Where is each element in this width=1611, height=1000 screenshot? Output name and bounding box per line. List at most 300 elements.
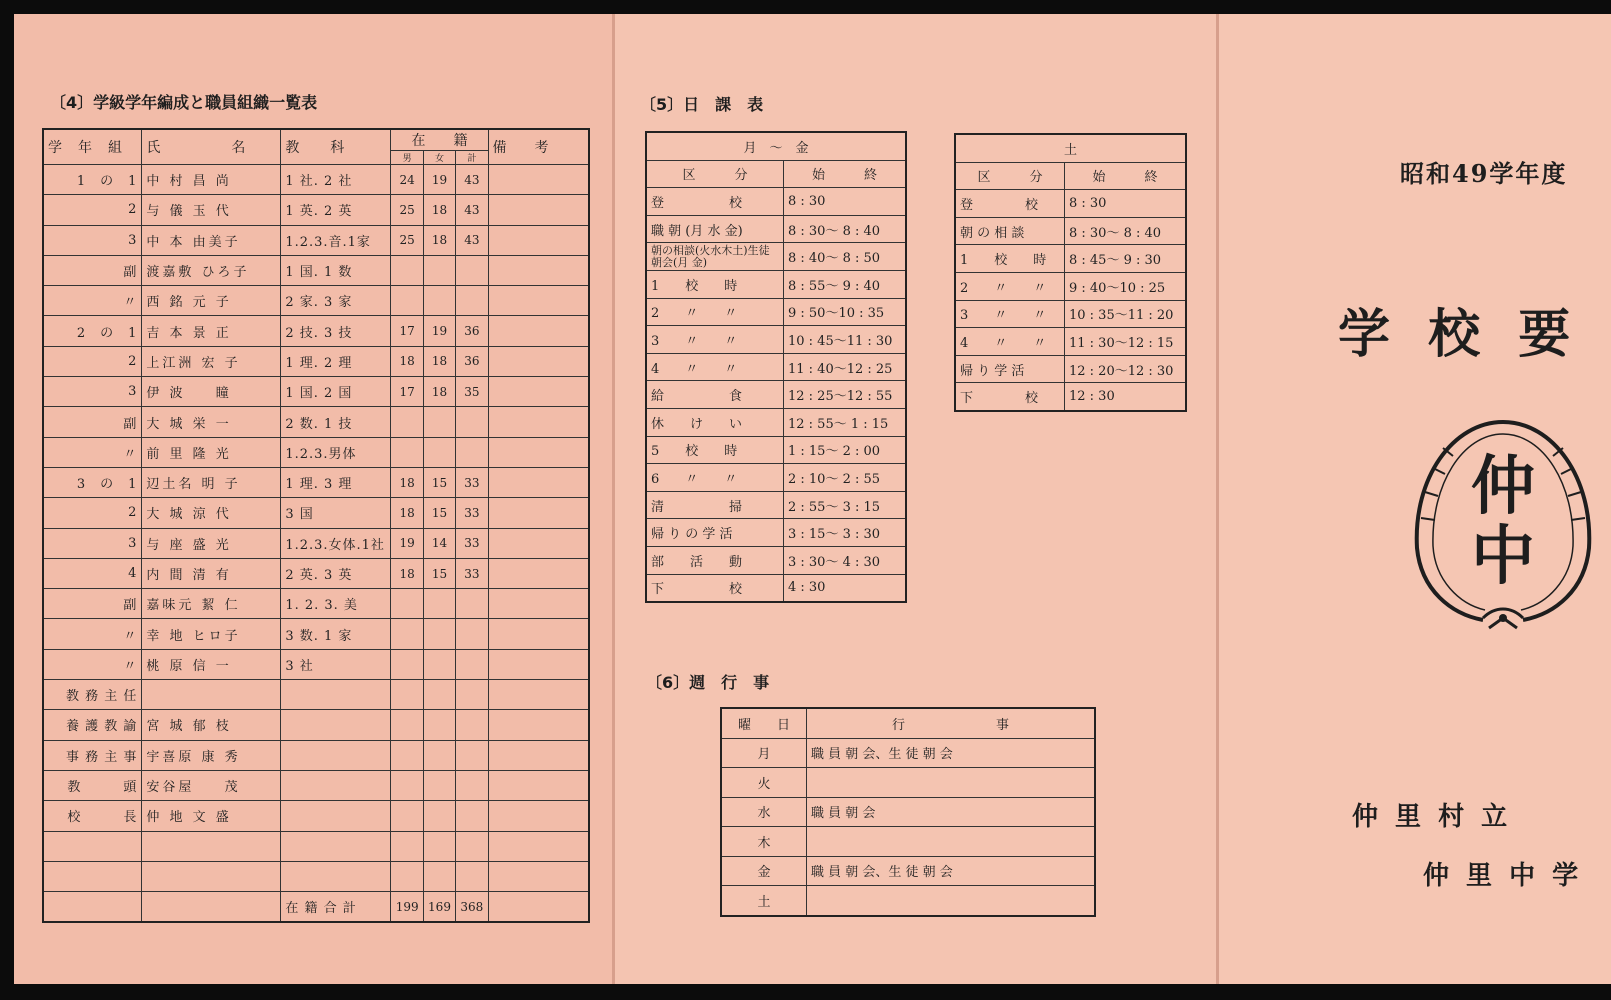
schedule-row <box>646 353 906 381</box>
female-count-cell <box>423 255 455 285</box>
event-text-cell: 職 員 朝 会、生 徒 朝 会 <box>807 856 1096 886</box>
male-count-cell: 19 <box>391 528 423 558</box>
weekday-header: 月 〜 金 <box>646 132 906 160</box>
total-count-cell <box>456 255 488 285</box>
saturday-schedule-table <box>954 133 1187 412</box>
schedule-label-cell: 下 校 <box>646 574 784 602</box>
total-count-cell: 43 <box>456 225 488 255</box>
female-count-cell <box>423 740 455 770</box>
class-cell: 副 <box>43 407 142 437</box>
table-row <box>43 801 589 831</box>
subject-cell: 1 英. 2 英 <box>281 195 391 225</box>
schedule-time-cell: 8 : 30〜 8 : 40 <box>1065 217 1187 245</box>
female-count-cell <box>423 619 455 649</box>
header-male: 男 <box>391 151 423 165</box>
name-cell: 幸 地 ヒロ子 <box>142 619 281 649</box>
total-count-cell <box>456 407 488 437</box>
event-day-cell: 火 <box>721 768 807 798</box>
female-count-cell <box>423 407 455 437</box>
schedule-time-cell: 9 : 40〜10 : 25 <box>1065 272 1187 300</box>
male-count-cell: 25 <box>391 195 423 225</box>
total-count-cell: 368 <box>456 892 488 923</box>
schedule-row <box>955 245 1186 273</box>
table-row <box>43 407 589 437</box>
subject-cell: 1 社. 2 社 <box>281 165 391 195</box>
event-text-cell <box>807 768 1096 798</box>
total-count-cell <box>456 286 488 316</box>
subject-cell: 1.2.3.音.1家 <box>281 225 391 255</box>
female-count-cell <box>423 861 455 891</box>
female-count-cell <box>423 589 455 619</box>
subject-cell: 1.2.3.男体 <box>281 437 391 467</box>
total-count-cell: 35 <box>456 377 488 407</box>
schedule-row <box>646 408 906 436</box>
total-count-cell: 33 <box>456 498 488 528</box>
name-cell: 吉 本 景 正 <box>142 316 281 346</box>
schedule-time-cell: 2 : 10〜 2 : 55 <box>784 464 907 492</box>
male-count-cell: 25 <box>391 225 423 255</box>
total-count-cell <box>456 831 488 861</box>
female-count-cell: 169 <box>423 892 455 923</box>
name-cell: 大 城 栄 一 <box>142 407 281 437</box>
schedule-row <box>646 574 906 602</box>
class-cell: 2 の 1 <box>43 316 142 346</box>
schedule-time-cell: 9 : 50〜10 : 35 <box>784 298 907 326</box>
name-cell: 渡嘉敷 ひろ子 <box>142 255 281 285</box>
schedule-label-cell: 2 〃 〃 <box>955 272 1065 300</box>
subject-cell <box>281 740 391 770</box>
male-count-cell <box>391 861 423 891</box>
table-row <box>43 861 589 891</box>
saturday-header: 土 <box>955 134 1186 162</box>
subject-cell: 1 理. 2 理 <box>281 346 391 376</box>
male-count-cell <box>391 801 423 831</box>
note-cell <box>488 589 589 619</box>
schedule-row <box>646 436 906 464</box>
male-count-cell: 18 <box>391 346 423 376</box>
male-count-cell: 199 <box>391 892 423 923</box>
total-count-cell <box>456 437 488 467</box>
note-cell <box>488 831 589 861</box>
schedule-label-cell: 下 校 <box>955 383 1065 411</box>
total-count-cell <box>456 710 488 740</box>
fold-line-left <box>612 14 615 984</box>
note-cell <box>488 195 589 225</box>
table-row <box>43 377 589 407</box>
subject-cell: 1 理. 3 理 <box>281 467 391 497</box>
event-text-cell <box>807 827 1096 857</box>
male-count-cell: 18 <box>391 558 423 588</box>
note-cell <box>488 861 589 891</box>
table-row <box>43 498 589 528</box>
schedule-label-cell: 4 〃 〃 <box>646 353 784 381</box>
subject-cell <box>281 831 391 861</box>
female-count-cell <box>423 831 455 861</box>
class-cell: 2 <box>43 195 142 225</box>
note-cell <box>488 740 589 770</box>
female-count-cell: 15 <box>423 558 455 588</box>
schedule-row <box>646 215 906 243</box>
female-count-cell: 15 <box>423 467 455 497</box>
male-count-cell <box>391 831 423 861</box>
total-count-cell: 33 <box>456 558 488 588</box>
table-row <box>43 589 589 619</box>
section-4-title: 〔4〕学級学年編成と職員組織一覧表 <box>50 93 318 112</box>
name-cell <box>142 831 281 861</box>
total-count-cell <box>456 619 488 649</box>
schedule-label-cell: 3 〃 〃 <box>646 326 784 354</box>
subject-cell: 1.2.3.女体.1社 <box>281 528 391 558</box>
header-class: 学 年 組 <box>43 129 142 165</box>
class-cell: 教 頭 <box>43 770 142 800</box>
name-cell: 桃 原 信 一 <box>142 649 281 679</box>
total-count-cell <box>456 589 488 619</box>
event-day-cell: 土 <box>721 886 807 916</box>
event-row <box>721 827 1095 857</box>
col-event: 行 事 <box>807 708 1096 738</box>
schedule-label-cell: 給 食 <box>646 381 784 409</box>
schedule-time-cell: 11 : 40〜12 : 25 <box>784 353 907 381</box>
event-text-cell: 職 員 朝 会、生 徒 朝 会 <box>807 738 1096 768</box>
class-cell: 副 <box>43 589 142 619</box>
schedule-row <box>955 217 1186 245</box>
schedule-time-cell: 8 : 40〜 8 : 50 <box>784 243 907 271</box>
female-count-cell <box>423 801 455 831</box>
name-cell: 安谷屋 茂 <box>142 770 281 800</box>
name-cell: 大 城 涼 代 <box>142 498 281 528</box>
emblem-text: 仲中 <box>1471 449 1535 594</box>
male-count-cell <box>391 286 423 316</box>
note-cell <box>488 619 589 649</box>
note-cell <box>488 165 589 195</box>
table-row <box>43 649 589 679</box>
note-cell <box>488 467 589 497</box>
schedule-time-cell: 3 : 30〜 4 : 30 <box>784 546 907 574</box>
schedule-time-cell: 4 : 30 <box>784 574 907 602</box>
event-text-cell <box>807 886 1096 916</box>
table-row <box>43 528 589 558</box>
schedule-row <box>955 300 1186 328</box>
subject-cell: 1. 2. 3. 美 <box>281 589 391 619</box>
female-count-cell <box>423 437 455 467</box>
table-row <box>43 467 589 497</box>
class-cell <box>43 831 142 861</box>
female-count-cell: 19 <box>423 316 455 346</box>
schedule-row <box>646 546 906 574</box>
male-count-cell <box>391 740 423 770</box>
total-count-cell: 43 <box>456 165 488 195</box>
schedule-time-cell: 8 : 30〜 8 : 40 <box>784 215 907 243</box>
fold-line-right <box>1216 14 1219 984</box>
total-count-cell <box>456 649 488 679</box>
table-row <box>43 680 589 710</box>
schedule-row <box>646 519 906 547</box>
schedule-time-cell: 12 : 55〜 1 : 15 <box>784 408 907 436</box>
male-count-cell: 18 <box>391 498 423 528</box>
class-cell: 4 <box>43 558 142 588</box>
note-cell <box>488 649 589 679</box>
male-count-cell <box>391 710 423 740</box>
name-cell: 辺土名 明 子 <box>142 467 281 497</box>
class-cell: 〃 <box>43 619 142 649</box>
subject-cell: 在 籍 合 計 <box>281 892 391 923</box>
table-row <box>43 619 589 649</box>
table-row <box>43 255 589 285</box>
class-cell: 3 <box>43 225 142 255</box>
name-cell: 仲 地 文 盛 <box>142 801 281 831</box>
event-day-cell: 木 <box>721 827 807 857</box>
schedule-row <box>646 491 906 519</box>
class-cell: 養 護 教 諭 <box>43 710 142 740</box>
header-total: 計 <box>456 151 488 165</box>
schedule-time-cell: 10 : 45〜11 : 30 <box>784 326 907 354</box>
schedule-label-cell: 職 朝 (月 水 金) <box>646 215 784 243</box>
schedule-row <box>646 188 906 216</box>
female-count-cell: 18 <box>423 225 455 255</box>
header-female: 女 <box>423 151 455 165</box>
subject-cell <box>281 680 391 710</box>
male-count-cell <box>391 770 423 800</box>
class-cell: 1 の 1 <box>43 165 142 195</box>
schedule-time-cell: 10 : 35〜11 : 20 <box>1065 300 1187 328</box>
schedule-label-cell: 帰 り の 学 活 <box>646 519 784 547</box>
schedule-label-cell: 1 校 時 <box>646 270 784 298</box>
male-count-cell <box>391 589 423 619</box>
header-note: 備 考 <box>488 129 589 165</box>
table-row <box>43 558 589 588</box>
note-cell <box>488 316 589 346</box>
total-count-cell <box>456 861 488 891</box>
female-count-cell <box>423 770 455 800</box>
section-5-title: 〔5〕日 課 表 <box>640 95 764 114</box>
total-count-cell <box>456 680 488 710</box>
note-cell <box>488 770 589 800</box>
table-row <box>43 316 589 346</box>
schedule-row <box>646 243 906 271</box>
class-cell <box>43 892 142 923</box>
cover-year: 昭和49学年度 <box>1400 159 1568 188</box>
note-cell <box>488 528 589 558</box>
schedule-label-cell: 登 校 <box>955 190 1065 218</box>
note-cell <box>488 437 589 467</box>
schedule-time-cell: 12 : 30 <box>1065 383 1187 411</box>
male-count-cell: 24 <box>391 165 423 195</box>
class-cell: 2 <box>43 498 142 528</box>
male-count-cell: 18 <box>391 467 423 497</box>
schedule-row <box>955 383 1186 411</box>
note-cell <box>488 892 589 923</box>
schedule-label-cell: 5 校 時 <box>646 436 784 464</box>
note-cell <box>488 286 589 316</box>
schedule-label-cell: 4 〃 〃 <box>955 328 1065 356</box>
weekly-events-table <box>720 707 1096 917</box>
table-row <box>43 892 589 923</box>
female-count-cell: 19 <box>423 165 455 195</box>
total-count-cell <box>456 770 488 800</box>
class-cell: 副 <box>43 255 142 285</box>
class-cell: 〃 <box>43 286 142 316</box>
name-cell: 伊 波 瞳 <box>142 377 281 407</box>
table-row <box>43 346 589 376</box>
table-row <box>43 740 589 770</box>
name-cell: 内 間 清 有 <box>142 558 281 588</box>
class-cell: 教 務 主 任 <box>43 680 142 710</box>
male-count-cell: 17 <box>391 316 423 346</box>
male-count-cell <box>391 619 423 649</box>
male-count-cell <box>391 680 423 710</box>
schedule-label-cell: 2 〃 〃 <box>646 298 784 326</box>
female-count-cell: 14 <box>423 528 455 558</box>
name-cell: 中 本 由美子 <box>142 225 281 255</box>
table-row <box>43 286 589 316</box>
male-count-cell <box>391 437 423 467</box>
schedule-time-cell: 8 : 30 <box>784 188 907 216</box>
schedule-time-cell: 2 : 55〜 3 : 15 <box>784 491 907 519</box>
name-cell <box>142 680 281 710</box>
female-count-cell <box>423 286 455 316</box>
schedule-time-cell: 12 : 20〜12 : 30 <box>1065 355 1187 383</box>
table-row <box>43 195 589 225</box>
header-subject: 教 科 <box>281 129 391 165</box>
note-cell <box>488 710 589 740</box>
female-count-cell <box>423 649 455 679</box>
schedule-row <box>955 355 1186 383</box>
header-enrollment: 在 籍 <box>391 129 488 151</box>
saturday-col-time: 始 終 <box>1065 162 1187 190</box>
name-cell: 宮 城 郁 枝 <box>142 710 281 740</box>
schedule-label-cell: 帰 り 学 活 <box>955 355 1065 383</box>
female-count-cell: 15 <box>423 498 455 528</box>
name-cell: 中 村 昌 尚 <box>142 165 281 195</box>
subject-cell: 3 国 <box>281 498 391 528</box>
weekday-col-division: 区 分 <box>646 160 784 188</box>
cover-title: 学 校 要 <box>1338 304 1581 365</box>
subject-cell: 2 技. 3 技 <box>281 316 391 346</box>
subject-cell: 1 国. 2 国 <box>281 377 391 407</box>
note-cell <box>488 407 589 437</box>
name-cell <box>142 861 281 891</box>
name-cell <box>142 892 281 923</box>
schedule-row <box>646 326 906 354</box>
female-count-cell <box>423 680 455 710</box>
staff-table <box>42 128 590 923</box>
table-row <box>43 710 589 740</box>
subject-cell <box>281 861 391 891</box>
event-day-cell: 金 <box>721 856 807 886</box>
name-cell: 与 儀 玉 代 <box>142 195 281 225</box>
schedule-label-cell: 3 〃 〃 <box>955 300 1065 328</box>
cover-school: 仲 里 中 学 <box>1423 861 1583 891</box>
female-count-cell <box>423 710 455 740</box>
total-count-cell: 43 <box>456 195 488 225</box>
male-count-cell <box>391 255 423 285</box>
schedule-label-cell: 休 け い <box>646 408 784 436</box>
female-count-cell: 18 <box>423 346 455 376</box>
weekday-schedule-table <box>645 131 907 603</box>
event-row <box>721 768 1095 798</box>
schedule-label-cell: 朝の相談(火水木土)生徒朝会(月 金) <box>646 243 784 271</box>
event-row <box>721 797 1095 827</box>
schedule-time-cell: 12 : 25〜12 : 55 <box>784 381 907 409</box>
total-count-cell <box>456 801 488 831</box>
cover-village: 仲 里 村 立 <box>1352 802 1512 832</box>
class-cell: 〃 <box>43 649 142 679</box>
class-cell: 2 <box>43 346 142 376</box>
note-cell <box>488 225 589 255</box>
subject-cell <box>281 710 391 740</box>
male-count-cell <box>391 649 423 679</box>
schedule-row <box>646 298 906 326</box>
note-cell <box>488 498 589 528</box>
female-count-cell: 18 <box>423 195 455 225</box>
note-cell <box>488 377 589 407</box>
schedule-time-cell: 8 : 30 <box>1065 190 1187 218</box>
schedule-label-cell: 朝 の 相 談 <box>955 217 1065 245</box>
male-count-cell: 17 <box>391 377 423 407</box>
name-cell: 前 里 隆 光 <box>142 437 281 467</box>
schedule-label-cell: 6 〃 〃 <box>646 464 784 492</box>
class-cell: 〃 <box>43 437 142 467</box>
schedule-row <box>955 272 1186 300</box>
event-text-cell: 職 員 朝 会 <box>807 797 1096 827</box>
subject-cell: 2 数. 1 技 <box>281 407 391 437</box>
table-row <box>43 225 589 255</box>
female-count-cell: 18 <box>423 377 455 407</box>
schedule-time-cell: 1 : 15〜 2 : 00 <box>784 436 907 464</box>
note-cell <box>488 680 589 710</box>
total-count-cell: 36 <box>456 346 488 376</box>
weekday-col-time: 始 終 <box>784 160 907 188</box>
schedule-time-cell: 8 : 55〜 9 : 40 <box>784 270 907 298</box>
subject-cell <box>281 801 391 831</box>
subject-cell: 2 英. 3 英 <box>281 558 391 588</box>
note-cell <box>488 558 589 588</box>
saturday-col-division: 区 分 <box>955 162 1065 190</box>
male-count-cell <box>391 407 423 437</box>
class-cell: 3 の 1 <box>43 467 142 497</box>
class-cell: 校 長 <box>43 801 142 831</box>
total-count-cell: 33 <box>456 467 488 497</box>
class-cell: 事 務 主 事 <box>43 740 142 770</box>
class-cell: 3 <box>43 528 142 558</box>
event-row <box>721 886 1095 916</box>
table-row <box>43 831 589 861</box>
subject-cell: 1 国. 1 数 <box>281 255 391 285</box>
class-cell: 3 <box>43 377 142 407</box>
table-row <box>43 437 589 467</box>
note-cell <box>488 255 589 285</box>
name-cell: 宇喜原 康 秀 <box>142 740 281 770</box>
name-cell: 与 座 盛 光 <box>142 528 281 558</box>
total-count-cell: 36 <box>456 316 488 346</box>
schedule-row <box>646 270 906 298</box>
event-row <box>721 856 1095 886</box>
table-row <box>43 165 589 195</box>
header-name: 氏 名 <box>142 129 281 165</box>
section-6-title: 〔6〕週 行 事 <box>646 673 770 692</box>
schedule-row <box>955 328 1186 356</box>
table-row <box>43 770 589 800</box>
name-cell: 上江洲 宏 子 <box>142 346 281 376</box>
schedule-row <box>955 190 1186 218</box>
schedule-label-cell: 登 校 <box>646 188 784 216</box>
schedule-time-cell: 8 : 45〜 9 : 30 <box>1065 245 1187 273</box>
total-count-cell: 33 <box>456 528 488 558</box>
subject-cell: 3 数. 1 家 <box>281 619 391 649</box>
schedule-label-cell: 1 校 時 <box>955 245 1065 273</box>
schedule-row <box>646 464 906 492</box>
event-day-cell: 月 <box>721 738 807 768</box>
